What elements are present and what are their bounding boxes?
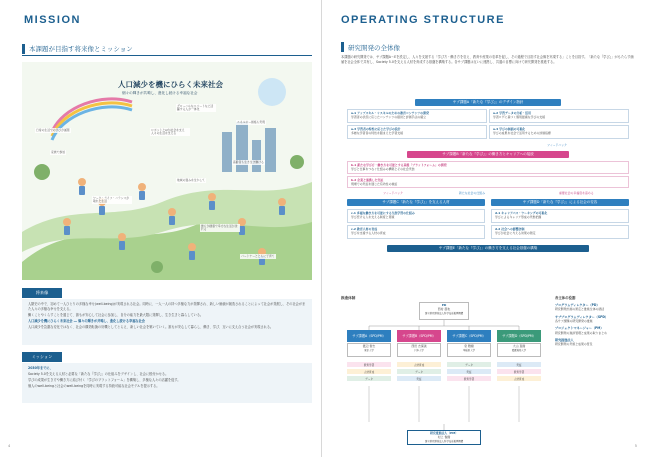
org-chip: 実証 <box>397 376 441 381</box>
annotation: 高齢者も生き生き働ける <box>233 159 264 164</box>
org-chip: 人材育成 <box>497 376 541 381</box>
future-vision-text <box>22 299 312 345</box>
illustration-subtitle: 個々の輝きが共鳴し、進化し続ける幸福な社会 <box>122 91 198 95</box>
future-vision-tag: 将来像 <box>22 288 62 298</box>
role-item: プログラムディレクター（PD） 研究開発計画の策定と推進全体の統括 <box>555 302 605 312</box>
theme-row: a-1 アップスキル・リスキルのための教育コンテンツの開発 学習者の状況に応じたコンテンツの提供と評価手法の確立 <box>347 109 487 123</box>
org-chip: データ <box>447 362 491 367</box>
org-unit-head: サブ課題A（SPD/PM） <box>347 330 391 342</box>
org-chip: 教育学習 <box>347 362 391 367</box>
section-title-structure: OPERATING STRUCTURE <box>341 14 505 26</box>
annotation: 家族で参加 <box>51 149 65 154</box>
org-chip: 実証 <box>497 362 541 367</box>
annotation: ロボットとAIが社会を支え人々の生活を支える <box>150 128 190 136</box>
theme-row: c-2 教育人材の育成 学びを支援する人材の育成 <box>347 225 485 239</box>
page-number-left: 4 <box>8 444 11 448</box>
structure-diagram <box>347 99 629 257</box>
subhead-bar <box>341 42 344 52</box>
org-unit-head: サブ課題B（SPD/PM） <box>397 330 441 342</box>
mission-subhead <box>22 42 312 56</box>
annotation: グローバルなエリートなど活躍する人が一体化 <box>176 104 216 112</box>
feedback-label: フィードバック <box>547 143 567 147</box>
sub-theme-e-label: サブ課題E「新たな『学び』」の働き方を支える社会基盤の構築 <box>387 245 589 252</box>
theme-row: a-4 学びの価値の可視化 学びの成果を社会で活用するための評価指標 <box>489 125 629 139</box>
theme-row: a-3 学習者の特性に応じた学びの設計 多様な学習者の特性を踏まえた学習支援 <box>347 125 487 139</box>
theme-row: a-2 学習データの分析・活用 学習ログに基づく個別最適な学びの支援 <box>489 109 629 123</box>
arrow-note: 新たな社会の仕組み <box>459 191 486 195</box>
mission-text <box>22 363 312 403</box>
annotation: ワーク・ライフ・バランスが取れた生活 <box>92 196 132 204</box>
roles-list <box>555 296 639 350</box>
org-unit-head: サブ課題D（SPD/PM） <box>497 330 541 342</box>
mission-subhead-text: 本課題が目指す将来像とミッション <box>29 45 133 53</box>
org-chip: 教育学習 <box>497 369 541 374</box>
page-number-right: 5 <box>634 444 637 448</box>
sub-theme-b-label: サブ課題B「新たな『学び』」の働き方とキャリアへの接続 <box>407 151 569 158</box>
org-chart-label: 推進体制 <box>341 296 356 300</box>
structure-body-text: 本課題の研究開発では、サブ課題A〜Eを設定し、人々を支援する「学び方・働き方を変え、教育や産業の変革を促し、その過程で目指す社会像を実現する」ことを目指す。「新たな『学び』」がもたらす価値を社会全体で共有し、Society 5.0を支える人材を育成する基盤を構築する。各サブ課題は互いに連携し、共通の目標に向けて研究開発を推進する。 <box>341 55 634 65</box>
org-chip: 実証 <box>447 369 491 374</box>
org-chart <box>341 296 547 446</box>
org-chip: 人材育成 <box>397 362 441 367</box>
future-tail: 人口減少を急激な変化ではなく、社会の構造転換の好機としてとらえ、新しい社会を築いていく。誰もが安心して暮らし、働き、学び、互いに支え合う社会が実現される。 <box>28 324 274 329</box>
theme-row: b-2 企業と連携した実証 現場での実証を通じた有効性の検証 <box>347 176 629 188</box>
roles-title: 各主体の役割 <box>555 296 576 300</box>
future-paragraph: 働くことやくらすことを通じて、誰もが安心して社会に参加し、自分の能力を最大限に発揮し、生き生きと暮らしている。 <box>28 312 204 317</box>
sub-theme-d-label: サブ課題D「新たな『学び』」による社会の変容 <box>491 199 629 206</box>
org-unit-node: 泉 雅樹 早稲田大学 <box>447 343 491 357</box>
org-chip: データ <box>397 369 441 374</box>
org-chip: 人材育成 <box>347 369 391 374</box>
annotation: 日常の生活での学びが循環 <box>36 127 70 132</box>
mission-tag: ミッション <box>22 352 62 362</box>
org-unit-node: 西田 志保美 日本大学 <box>397 343 441 357</box>
org-unit-head: サブ課題C（SPD/PM） <box>447 330 491 342</box>
illustration-title: 人口減少を機にひらく未来社会 <box>118 80 223 89</box>
mission-lead: 2030年までに、 <box>28 366 53 370</box>
sub-theme-c-label: サブ課題C「新たな『学び』」を支える人材 <box>347 199 485 206</box>
theme-row: b-1 新たな学び方・働き方を可能とする基盤「プラットフォーム」の開発 学びと仕事をつなぐ仕組みの構築とその社会実装 <box>347 161 629 174</box>
mission-line: 個人のwell-beingと社会のwell-beingを同時に実現する持続可能な社会モデルを提示する。 <box>28 383 160 388</box>
org-arrows <box>367 386 521 422</box>
theme-row: c-1 多様な働き方を可能にする生涯学習の仕組み 学び続ける人を支える制度と環境 <box>347 209 485 223</box>
theme-row: d-1 キャリアパス・ワーキングの可視化 学びによるキャリア形成の実態把握 <box>491 209 629 223</box>
mission-line: 学びの成果が生き方や働き方に結び付く「学びのプラットフォーム」を構築し、多様な人々の活躍を促す。 <box>28 377 181 382</box>
org-unit-node: 渡辺 智志 東京大学 <box>347 343 391 357</box>
org-lab-node: 研究推進法人（PM） 村上 俊樹 国立研究開発法人科学技術振興機構 <box>407 430 481 445</box>
role-item: サブプログラムディレクター（SPD） 各サブ課題の研究開発の推進 <box>555 314 609 324</box>
annotation: 誰もが健康で幸せな生活が送れる <box>200 224 240 232</box>
sub-theme-a-label: サブ課題A「新たな『学び』」のデザイン指針 <box>415 99 561 106</box>
structure-subhead-text: 研究開発の全体像 <box>348 43 400 52</box>
subhead-bar <box>22 44 25 54</box>
org-unit-node: 大山 直樹 慶應義塾大学 <box>497 343 541 357</box>
mission-line: Society 5.0を支える人材と必要な「新たな『学び』」の仕組みをデザインし、社会に根付かせる。 <box>28 371 169 376</box>
structure-subhead <box>341 40 400 54</box>
side-note: 重要社会の幸福度を高める <box>559 191 594 195</box>
annotation: 地域の強みを生かして <box>177 177 205 182</box>
annotation: パートナーとともに子育て <box>241 253 275 258</box>
org-pd-node: PD 西村 朋也 国立研究開発法人科学技術振興機構 <box>419 302 469 320</box>
future-paragraph: 人類史の中で、初めて一人ひとりの多様な幸せ(well-being)が実現される社会。同時に、一人一人の持つ多様な力が発揮され、新しい価値が創造されることによって社会が発展し、その社会がまた人々の多様な幸せを支える。 <box>28 302 306 311</box>
org-chip: データ <box>347 376 391 381</box>
page-mission <box>0 0 322 457</box>
theme-row: d-2 社会への影響評価 学びが社会に与える効果の測定 <box>491 225 629 239</box>
org-chip: 教育学習 <box>447 376 491 381</box>
role-item: 研究推進法人 研究開発の実施と成果の普及 <box>555 338 593 347</box>
role-item: プロジェクトマネージャー（PM） 研究開発の進捗管理と成果の取りまとめ <box>555 326 608 335</box>
page-operating-structure <box>323 0 645 457</box>
feedback-label: フィードバック <box>383 191 403 195</box>
section-title-mission: MISSION <box>24 14 81 26</box>
annotation: エネルギー価格も実現 <box>237 119 265 124</box>
future-highlight: 人口減少を機にひらく未来社会 ― 個々の輝きが共鳴し、進化し続ける幸福な社会 <box>28 318 145 323</box>
